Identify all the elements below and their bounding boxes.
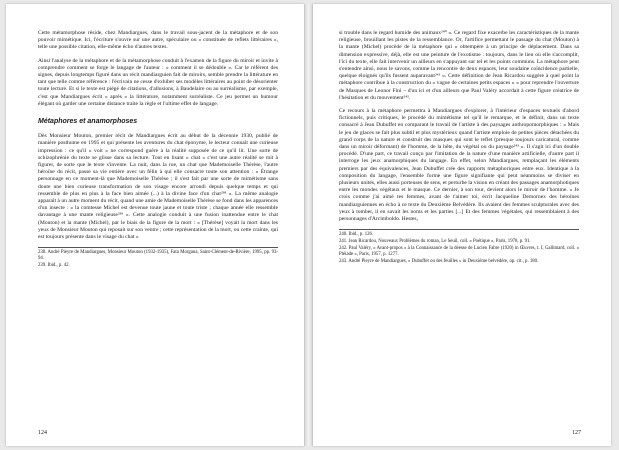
section-heading: Métaphores et anamorphoses (38, 118, 138, 126)
right-text-column (339, 30, 579, 266)
paragraph: Ainsi l'analyse de la métaphore et de la métamorphose conduit à l'examen de la figure du miroir et invite à comprendre comment se forge le langage de l'auteur : « comment il se dédouble ». Car le référent des signes, depuis longtemps figuré dans un récit mandiarguien fait de miroirs, semble prendre la littérature en tant que telle comme référence : l'écrivain ne cesse d'exhiber ses modèles littéraires au point de désorienter toute lecture. Et si le texte est piégé de citations, d'allusions, à Baudelaire ou au surréalisme, par exemple, c'est que Mandiargues écrit « après » la littérature, notamment surréaliste. Ce jeu permet un humour élégant où garder une certaine distance traite la règle et l'ultime effet de langage. (38, 57, 278, 107)
book-gutter (304, 4, 313, 446)
footnote: 240. Ibid., p. 126. (339, 232, 374, 238)
page-number: 127 (572, 430, 581, 436)
left-text-column (38, 30, 278, 270)
paragraph: Dès Monsieur Mouton, premier récit de Mandiargues écrit au début de la décennie 1930, publié de manière posthume en 1995 et qui présente les aventures du chat éponyme, le lecteur connaît une curieuse impression : ce qu'il « voit » ne correspond guère à la réalité supposée de ce qu'il lit. Une sorte de schizophrénie du texte se glisse dans sa lecture. Tout en lisant « chat » c'est une autre réalité se mit à figurer, de sorte que le texte s'invente. La nuit, dans la rue, un chat que Mademoiselle Thérèse, l'autre héroïne du récit, passe sa vie entière avec un félin à qui elle consacre toute son attention : « Étrange personnage en ce moment-là que Mademoiselle Thérèse ; il s'est fait par une sorte de mimétisme sans doute une bien curieuse transformation de son visage encore arrondi depuis quelque temps et qui ressemble de plus en plus à la face bien aimée (...) à la divine face d'un chat²³⁸ ». La même analogie apparaît à un autre moment du récit, quand une amie de Mademoiselle Thérèse se fond dans les apparences d'un insecte : « la comtesse Michel est devenue toute jaune et toute triste ; chaque année elle ressemble davantage à une mante religieuse²³⁹ ». Cette analogie conduit à une fusion inattendue entre le chat (Mouton) et la mante (Michel), par le biais de la figure de la mort : « [Thérèse] voyait la mort dans les yeux de Monsieur Mouton qui reposait sur son ventre ; cette représentation de la mort, ou cette crainte, qui est toujours présente dans le visage du chat » (38, 133, 278, 241)
footnote: 243. André Pieyre de Mandiargues, « Dubuffet ou des feuilles » in Deuxième belvédère, op. cit., p. 180. (339, 259, 539, 265)
left-page (6, 4, 304, 446)
footnote: 241. Jean Ricardou, Nouveaux Problèmes du roman, Le Seuil, coll. « Poétique », Paris, 1978, p. 91. (339, 239, 531, 245)
page-number: 124 (38, 430, 47, 436)
paragraph: si trouble dans le regard humide des animaux²⁴⁰ ». Ce regard fixe exacerbe les caractéristiques de la mante religieuse, brouillant les pistes de la ressemblance. Or, l'artifice permettant le passage du chat (Mouton) à la mante (Michel) procède de la métaphore qui « obtempère à un principe de déplacement. Dans sa dimension expressive, déjà, elle est une peinture de l'exotisme : toujours, dans le lieu où elle s'accomplit, l'ici du texte, elle fait intervenir un ailleurs en s'appuyant sur tel et les points communs. La métaphore peut s'entendre ainsi, nous le savons, comme la rencontre de deux espaces, leur soudaine coïncidence partielle, quelque éloignés qu'ils fussent auparavant²⁴¹ ». Cette définition de Jean Ricardou suggère à quel point la métaphore contribue à la construction du « vague de certaines petits espaces » « pour reprendre l'ouverture de Masques de Leonor Fini – d'un ici et d'un ailleurs que Paul Valéry accordait à cette figure créatrice de l'hésitation et du mouvement²⁴². (339, 30, 579, 101)
footnote: 239. Ibid., p. 42. (38, 263, 70, 269)
footnote: 242. Paul Valéry, « Avant-propos » à la Connaissance de la déesse de Lucien Fabre (1920) in Œuvres, t. I, Gallimard, coll. « Pléiade », Paris, 1957, p. 1277. (339, 246, 579, 258)
paragraph: Cette métamorphose réside, chez Mandiargues, dans le travail sous-jacent de la métaphore et de son pouvoir mimétique. Ici, l'écriture s'ouvre sur une autre, spéculaire ou « constituée de reflets littéraires », telle une possible citation, elle-même écho d'autres textes. (38, 30, 278, 51)
right-page (313, 4, 611, 446)
footnote: 238. André Pieyre de Mandiargues, Monsieur Mouton (1932-1935), Fata Morgana, Saint-Clément-de-Rivière, 1995, pp. 93-94. (38, 250, 278, 262)
paragraph: Ce recours à la métaphore permettra à Mandiargues d'explorer, à l'intérieur d'espaces textuels d'abord fictionnels, puis critiques, le procédé du mimétisme tel qu'il le remarque, et le définit, dans un texte consacré à Jean Dubuffet en comparant le travail de l'artiste à des paysages anthropomorphiques : « Mais le jeu de glaces se fait plus subtil et plus mystérieux quand l'artiste emploie de petites pièces détachées du grand corps de la nature et construit des masques qui sont le reflet (presque toujours caricatural, comme dans un miroir déformant) de l'homme, de la bête, du végétal ou du paysage²⁴³ ». Il s'agit ici d'un double procédé. D'une part, ce travail conçu par l'imitation de la nature d'une manière artificielle, d'autre part il interroge les jeux anamorphiques du langage. En effet, selon Mandiargues, remplaçant les éléments premiers par des équivalences, Jean Dubuffet crée des rapports métaphoriques entre eux. Identique à la composition du langage, l'ensemble forme une figure signifiante qui peut néanmoins se diviser en plusieurs unités, elles aussi porteuses de sens, et perturbe la vision en créant des passages anamorphotiques entre les mondes végétaux et le masque. Ce dernier, à son tour, devient alors le miroir de l'homme. « Je crois comme j'ai aimé tes femmes, avant de t'aimer toi, écrit Jacqueline Demornex des héroïnes mandiarguiennes en écho à ce texte du Deuxième Belvédère. Ils avaient des femmes sculpturales avec des yeux à tomber, il en savait les noms et les parties [...] Et des femmes végétales, qui ressemblaient à des personnages d'Arcimboldo. Hestes, (339, 108, 579, 223)
footnotes (38, 247, 278, 269)
footnotes (339, 229, 579, 265)
